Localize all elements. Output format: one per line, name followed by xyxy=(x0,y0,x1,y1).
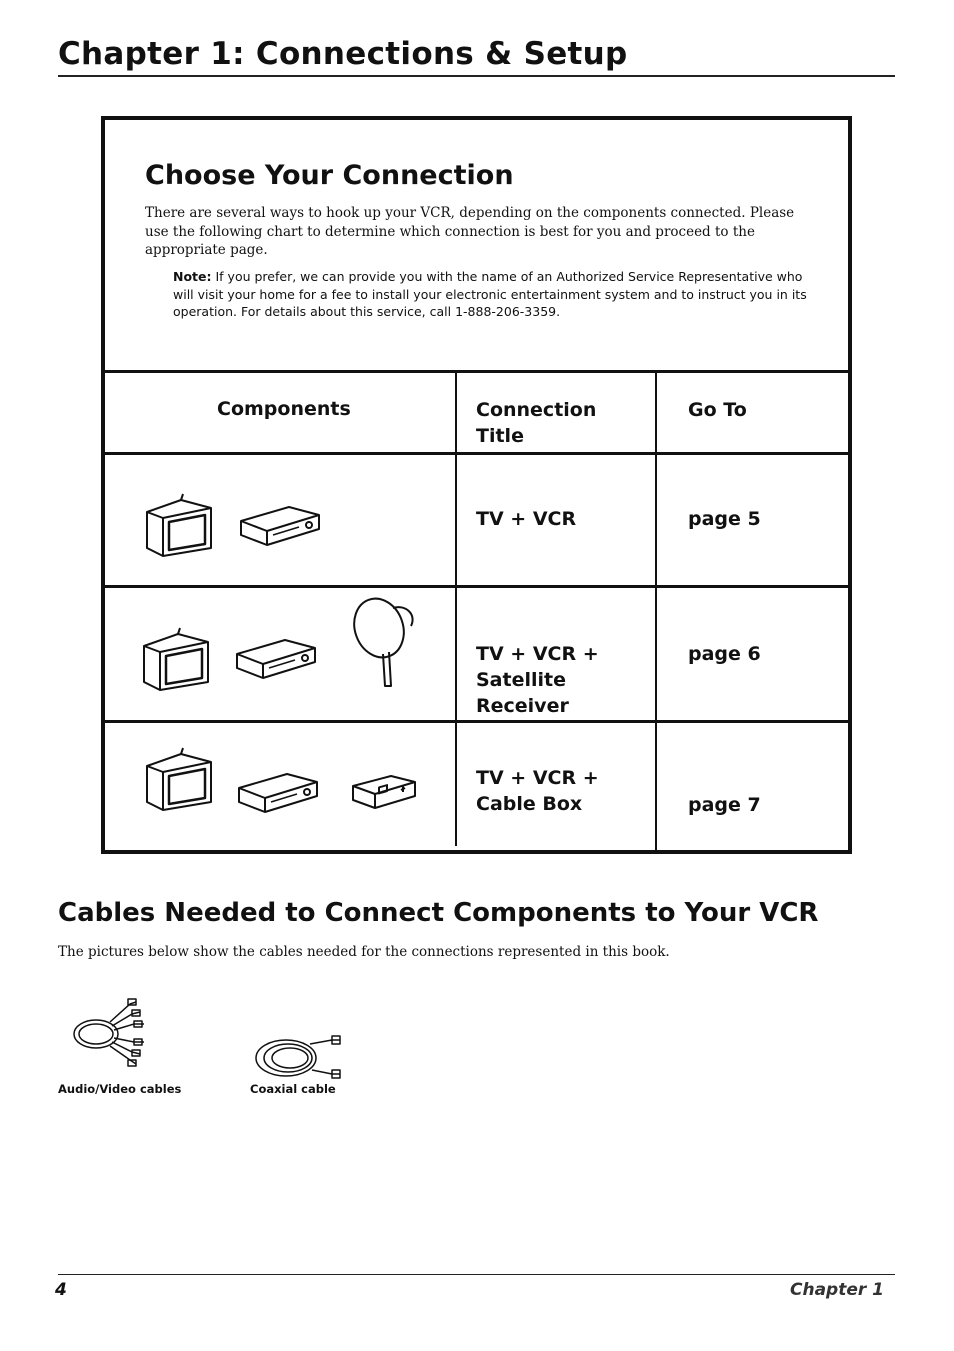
table-column-rule xyxy=(455,373,457,846)
header-goto: Go To xyxy=(688,399,747,421)
row-goto: page 7 xyxy=(688,794,761,816)
tv-icon xyxy=(143,490,218,560)
cable-label: Coaxial cable xyxy=(250,1082,336,1096)
satellite-dish-icon xyxy=(349,596,424,691)
vcr-icon xyxy=(235,768,320,818)
row-goto: page 6 xyxy=(688,643,761,665)
footer-rule xyxy=(58,1274,895,1275)
page-number: 4 xyxy=(55,1280,67,1300)
vcr-icon xyxy=(233,634,318,684)
cables-heading: Cables Needed to Connect Components to Your VCR xyxy=(58,898,819,928)
table-row-rule xyxy=(105,585,848,588)
choose-connection-heading: Choose Your Connection xyxy=(145,160,514,191)
row-connection-title: TV + VCR xyxy=(476,508,577,530)
row-connection-title: TV + VCR + Cable Box xyxy=(476,767,599,815)
cable-label: Audio/Video cables xyxy=(58,1082,182,1096)
connection-table xyxy=(105,370,848,850)
vcr-icon xyxy=(237,501,322,551)
table-header-rule xyxy=(105,452,848,455)
chapter-title: Chapter 1: Connections & Setup xyxy=(58,36,628,72)
coaxial-cable-icon xyxy=(252,1032,348,1082)
cable-box-icon xyxy=(349,772,419,814)
table-row-rule xyxy=(105,720,848,723)
note-label: Note: xyxy=(173,269,212,284)
header-components: Components xyxy=(217,398,351,420)
choose-connection-intro xyxy=(105,120,848,370)
row-connection-title: TV + VCR + Satellite Receiver xyxy=(476,643,599,717)
cables-body: The pictures below show the cables needed for the connections represented in this book. xyxy=(58,944,670,960)
chapter-title-rule xyxy=(58,75,895,77)
service-note xyxy=(173,268,823,321)
tv-icon xyxy=(140,624,215,694)
table-top-rule xyxy=(105,370,848,373)
audio-video-cables-icon xyxy=(70,994,152,1076)
row-goto: page 5 xyxy=(688,508,761,530)
header-connection-title: Connection Title xyxy=(476,399,597,447)
choose-connection-box xyxy=(101,116,852,854)
footer-chapter: Chapter 1 xyxy=(789,1280,884,1300)
note-text: If you prefer, we can provide you with the name of an Authorized Service Representative who will visit your home for a fee to install your electronic entertainment system and to instruct you in its operation. For details about this service, call 1-888-206-3359. xyxy=(173,269,807,319)
choose-connection-body: There are several ways to hook up your VCR, depending on the components connected. Please use the following chart to determine which connection is best for you and proceed to the appropriate page. xyxy=(145,205,795,258)
tv-icon xyxy=(143,744,218,814)
